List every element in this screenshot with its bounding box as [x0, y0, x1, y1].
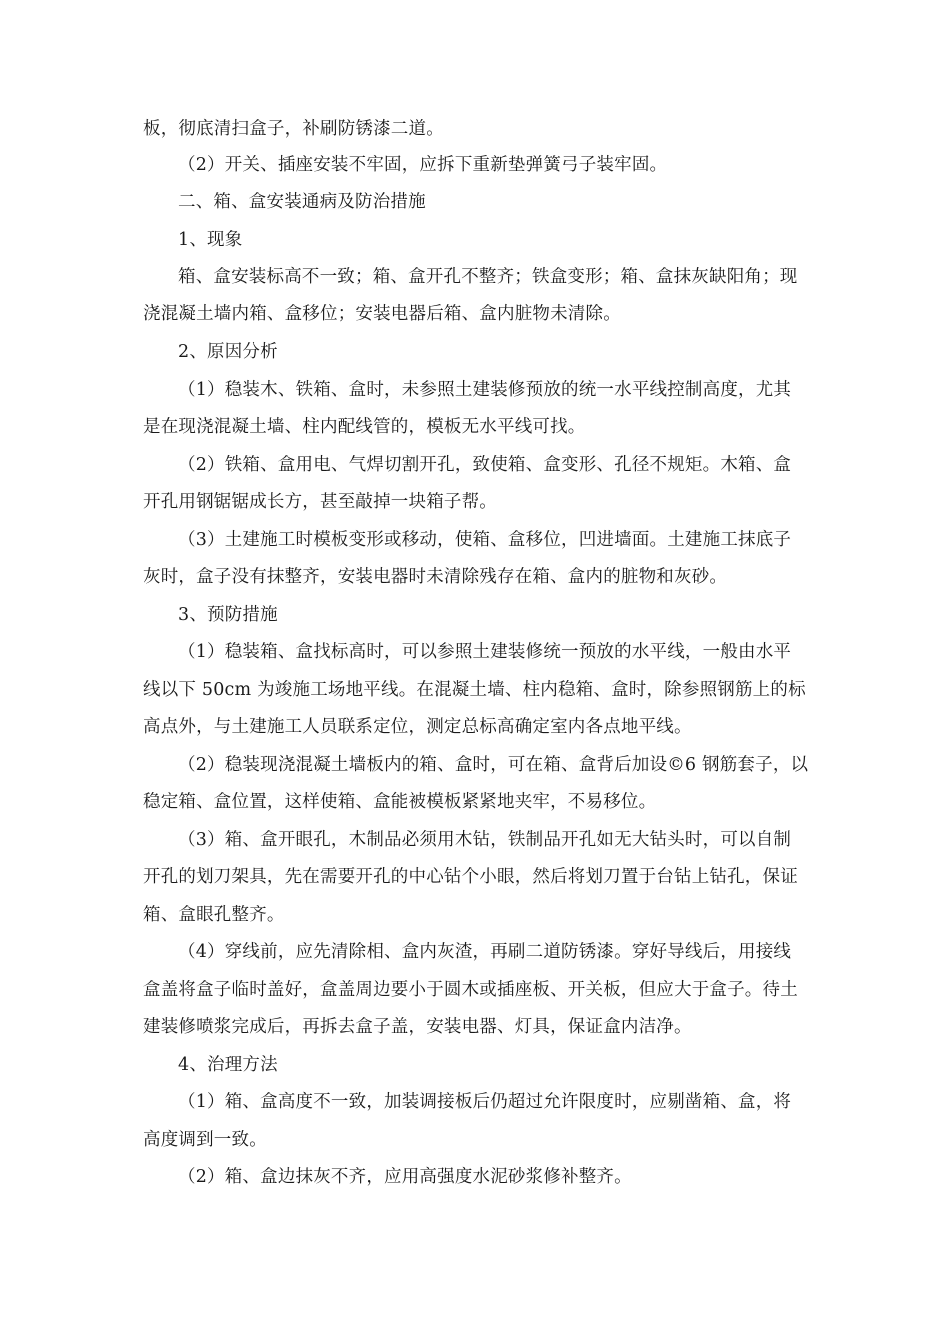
paragraph-line: 高度调到一致。 [143, 1130, 267, 1150]
paragraph-line: （1）箱、盒高度不一致，加装调接板后仍超过允许限度时，应剔凿箱、盒，将 [178, 1092, 792, 1112]
paragraph-line: （3）箱、盒开眼孔，木制品必须用木钻，铁制品开孔如无大钻头时，可以自制 [178, 830, 792, 850]
paragraph-line: （2）开关、插座安装不牢固，应拆下重新垫弹簧弓子装牢固。 [178, 155, 668, 175]
subsection-heading: 4、治理方法 [178, 1055, 278, 1075]
paragraph-line: 灰时，盒子没有抹整齐，安装电器时未清除残存在箱、盒内的脏物和灰砂。 [143, 567, 728, 587]
paragraph-line: 浇混凝土墙内箱、盒移位；安装电器后箱、盒内脏物未清除。 [143, 304, 621, 324]
paragraph-line: （1）稳装箱、盒找标高时，可以参照土建装修统一预放的水平线，一般由水平 [178, 642, 792, 662]
subsection-heading: 2、原因分析 [178, 342, 278, 362]
paragraph-line: （3）土建施工时模板变形或移动，使箱、盒移位，凹进墙面。土建施工抹底子 [178, 530, 792, 550]
paragraph-line: 盒盖将盒子临时盖好，盒盖周边要小于圆木或插座板、开关板，但应大于盒子。待土 [143, 980, 798, 1000]
subsection-heading: 3、预防措施 [178, 605, 278, 625]
paragraph-line: 箱、盒安装标高不一致；箱、盒开孔不整齐；铁盒变形；箱、盒抹灰缺阳角；现 [178, 267, 798, 287]
paragraph-line: 是在现浇混凝土墙、柱内配线管的，模板无水平线可找。 [143, 417, 586, 437]
paragraph-line: 开孔的划刀架具，先在需要开孔的中心钻个小眼，然后将划刀置于台钻上钻孔，保证 [143, 867, 798, 887]
subsection-heading: 1、现象 [178, 230, 243, 250]
paragraph-line: 板，彻底清扫盒子，补刷防锈漆二道。 [143, 119, 444, 139]
paragraph-line: 箱、盒眼孔整齐。 [143, 905, 285, 925]
paragraph-line: 建装修喷浆完成后，再拆去盒子盖，安装电器、灯具，保证盒内洁净。 [143, 1017, 692, 1037]
paragraph-line: （1）稳装木、铁箱、盒时，未参照土建装修预放的统一水平线控制高度，尤其 [178, 380, 792, 400]
paragraph-line: （2）铁箱、盒用电、气焊切割开孔，致使箱、盒变形、孔径不规矩。木箱、盒 [178, 455, 792, 475]
paragraph-line: 高点外，与土建施工人员联系定位，测定总标高确定室内各点地平线。 [143, 717, 692, 737]
paragraph-line: （2）稳装现浇混凝土墙板内的箱、盒时，可在箱、盒背后加设©6 钢筋套子，以 [178, 755, 809, 775]
paragraph-line: 开孔用钢锯锯成长方，甚至敲掉一块箱子帮。 [143, 492, 497, 512]
section-heading: 二、箱、盒安装通病及防治措施 [178, 192, 426, 212]
paragraph-line: 稳定箱、盒位置，这样使箱、盒能被模板紧紧地夹牢，不易移位。 [143, 792, 657, 812]
paragraph-line: 线以下 50cm 为竣施工场地平线。在混凝土墙、柱内稳箱、盒时，除参照钢筋上的标 [143, 680, 806, 700]
paragraph-line: （2）箱、盒边抹灰不齐，应用高强度水泥砂浆修补整齐。 [178, 1167, 632, 1187]
paragraph-line: （4）穿线前，应先清除相、盒内灰渣，再刷二道防锈漆。穿好导线后，用接线 [178, 942, 792, 962]
